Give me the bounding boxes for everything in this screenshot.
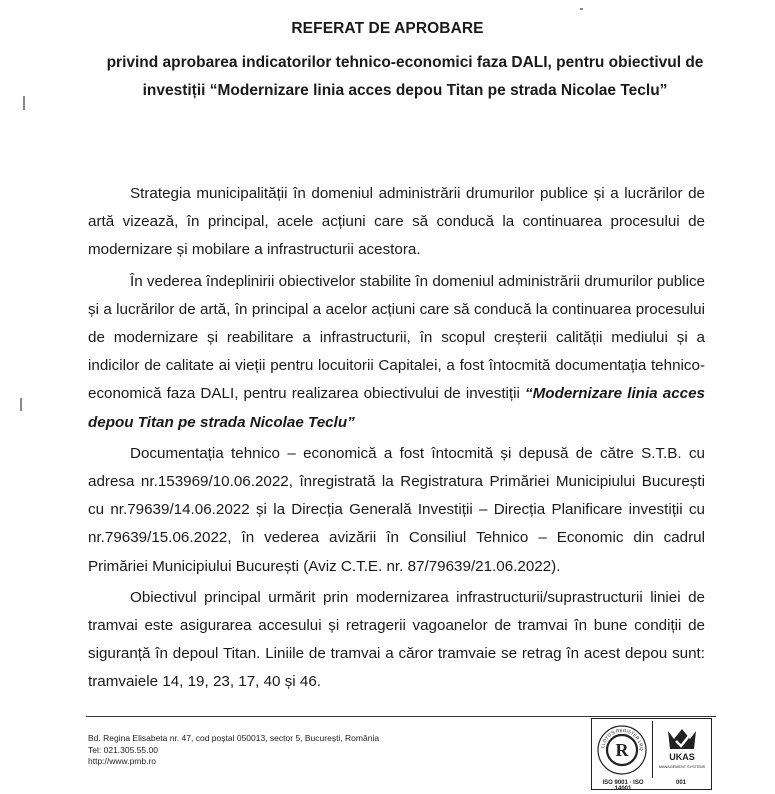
- scan-artifact: [23, 96, 25, 110]
- footer-website: http://www.pmb.ro: [88, 756, 157, 766]
- paragraph-text: În vederea îndeplinirii obiectivelor stabilite în domeniul administrării drumurilor publice și a lucrărilor de artă, în principal a acelor acțiuni care să conducă la continuarea procesului de modernizare și reabilitare a infrastructurii, în scopul creșterii calității mediului și a indicilor de calitate ai vieții pentru locuitorii Capitalei, a fost întocmită documentația tehnico-economică faza DALI, pentru realizarea obiectivului de investiții: [88, 272, 705, 403]
- footer-address: Bd. Regina Elisabeta nr. 47, cod poștal 050013, sector 5, București, România: [88, 733, 380, 743]
- footer-phone: Tel: 021.305.55.00: [88, 744, 158, 755]
- subtitle-line: privind aprobarea indicatorilor tehnico-economici faza DALI, pentru obiectivul de: [106, 54, 704, 71]
- scan-artifact: [580, 8, 583, 10]
- paragraph-main-objective: Obiectivul principal urmărit prin modernizarea infrastructurii/suprastructurii liniei de tramvai este asigurarea accesului și retragerii vagoanelor de tramvai în bune condiții de siguranță în depoul Titan. Liniile de tramvai a căror tramvaie se retrag în acest depou sunt: tramvaiele 14, 19, 23, 17, 40 și 46.: [88, 588, 705, 691]
- document-subtitle: [95, 49, 715, 105]
- paragraph-strategy: Strategia municipalității în domeniul administrării drumurilor publice și a lucrărilor de artă vizează, în principal, acele acțiuni care să conducă la continuarea procesului de modernizare și mobilare a infrastructurii acestora.: [88, 185, 705, 259]
- certification-logo: [591, 718, 712, 790]
- ukas-label: UKAS: [669, 752, 695, 762]
- ukas-sublabel: MANAGEMENT SYSTEMS: [658, 765, 706, 769]
- cert-divider: [652, 721, 653, 778]
- seal-arc-text: LLOYD'S REGISTER LRQ: [600, 727, 645, 751]
- project-name-emphasis: “Modernizare linia acces depou Titan pe strada Nicolae Teclu”: [88, 385, 705, 431]
- ukas-crown-icon: [654, 719, 710, 779]
- document-title: REFERAT DE APROBARE: [291, 20, 484, 37]
- ukas-number: 001: [675, 780, 686, 786]
- svg-text:R: R: [615, 740, 629, 760]
- subtitle-line: investiții “Modernizare linia acces depou Titan pe strada Nicolae Teclu”: [142, 82, 668, 99]
- footer-divider: [86, 716, 716, 717]
- scan-artifact: [20, 398, 22, 411]
- footer-contact: [88, 733, 379, 768]
- document-body: [88, 180, 705, 700]
- paragraph-objectives: [88, 268, 705, 437]
- iso-standards: ISO 9001 · ISO 14001: [602, 780, 644, 792]
- paragraph-documentation: Documentația tehnico – economică a fost întocmită și depusă de către S.T.B. cu adresa nr.153969/10.06.2022, înregistrată la Registratura Primăriei Municipiului București cu nr.79639/14.06.2022 și la Direcția Generală Investiții – Direcția Planificare investiții cu nr.79639/15.06.2022, în vederea avizării în Consiliul Tehnico – Economic din cadrul Primăriei Municipiului București (Aviz C.T.E. nr. 87/79639/21.06.2022).: [88, 444, 705, 575]
- lrqa-seal-icon: [592, 719, 652, 779]
